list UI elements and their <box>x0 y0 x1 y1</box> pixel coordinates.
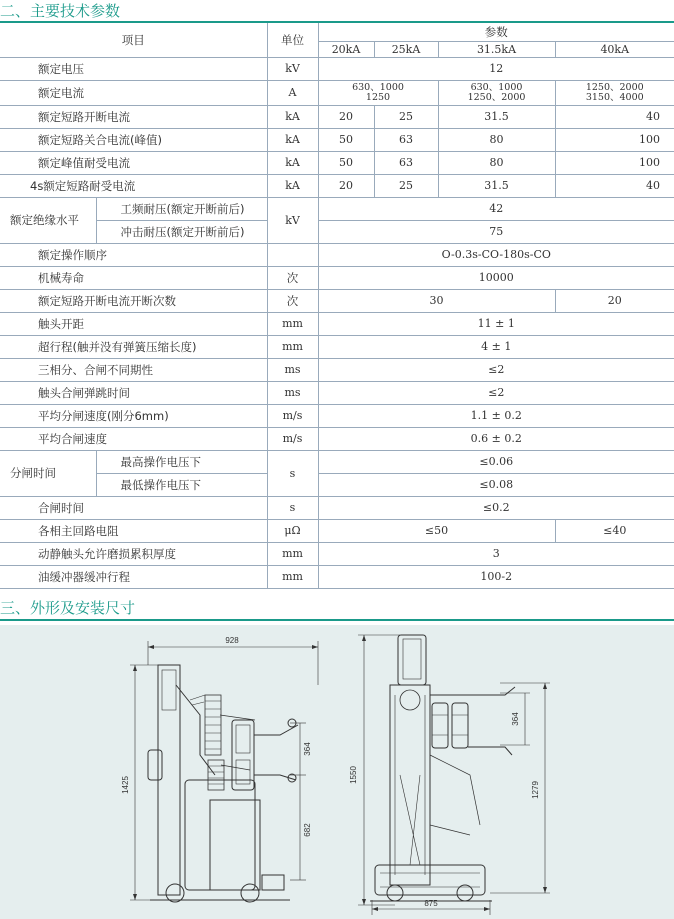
rating-25: 25kA <box>374 41 438 57</box>
table-row: 油缓冲器缓冲行程 mm 100-2 <box>0 565 674 588</box>
rating-20: 20kA <box>318 41 374 57</box>
dim-left-height: 1425 <box>121 776 130 794</box>
left-view <box>121 636 318 902</box>
table-row: 分闸时间 最高操作电压下 s ≤0.06 <box>0 450 674 473</box>
spec-table <box>0 23 674 589</box>
header-unit: 单位 <box>267 23 318 57</box>
section-rule <box>0 619 674 621</box>
table-row: 机械寿命 次 10000 <box>0 266 674 289</box>
rating-40: 40kA <box>555 41 674 57</box>
header-params: 参数 <box>318 23 674 41</box>
dim-right-width: 875 <box>424 899 438 908</box>
right-view <box>349 635 550 915</box>
table-row: 动静触头允许磨损累积厚度 mm 3 <box>0 542 674 565</box>
rating-31: 31.5kA <box>438 41 555 57</box>
section-title-params: 二、主要技术参数 <box>0 2 121 20</box>
table-row: 额定短路关合电流(峰值) kA 50 63 80 100 <box>0 128 674 151</box>
section-title-outline: 三、外形及安装尺寸 <box>0 599 136 617</box>
table-row: 平均合闸速度 m/s 0.6 ± 0.2 <box>0 427 674 450</box>
table-row: 合闸时间 s ≤0.2 <box>0 496 674 519</box>
header-item: 项目 <box>0 23 267 57</box>
dim-left-pole: 364 <box>303 742 312 756</box>
dim-left-low: 682 <box>303 823 312 837</box>
table-row: 触头合闸弹跳时间 ms ≤2 <box>0 381 674 404</box>
outline-drawing-panel <box>0 625 674 919</box>
table-row: 平均分闸速度(刚分6mm) m/s 1.1 ± 0.2 <box>0 404 674 427</box>
table-row: 各相主回路电阻 μΩ ≤50 ≤40 <box>0 519 674 542</box>
dim-right-pole: 364 <box>511 712 520 726</box>
dim-right-low: 1279 <box>531 781 540 799</box>
table-row: 三相分、合闸不同期性 ms ≤2 <box>0 358 674 381</box>
table-row: 额定电流 A 630、1000 1250 630、1000 1250、2000 1250、2000 3150、4000 <box>0 80 674 105</box>
table-row: 额定短路开断电流 kA 20 25 31.5 40 <box>0 105 674 128</box>
table-row: 冲击耐压(额定开断前后) 75 <box>0 220 674 243</box>
table-row: 额定峰值耐受电流 kA 50 63 80 100 <box>0 151 674 174</box>
dim-right-height: 1550 <box>349 766 358 784</box>
table-row: 额定短路开断电流开断次数 次 30 20 <box>0 289 674 312</box>
table-row: 最低操作电压下 ≤0.08 <box>0 473 674 496</box>
table-row: 超行程(触并没有弹簧压缩长度) mm 4 ± 1 <box>0 335 674 358</box>
table-row: 额定绝缘水平 工频耐压(额定开断前后) kV 42 <box>0 197 674 220</box>
table-row: 额定操作顺序 O-0.3s-CO-180s-CO <box>0 243 674 266</box>
outline-drawing <box>0 625 674 919</box>
table-row: 额定电压 kV 12 <box>0 57 674 80</box>
table-row: 4s额定短路耐受电流 kA 20 25 31.5 40 <box>0 174 674 197</box>
table-row: 触头开距 mm 11 ± 1 <box>0 312 674 335</box>
dim-left-width: 928 <box>225 636 239 645</box>
